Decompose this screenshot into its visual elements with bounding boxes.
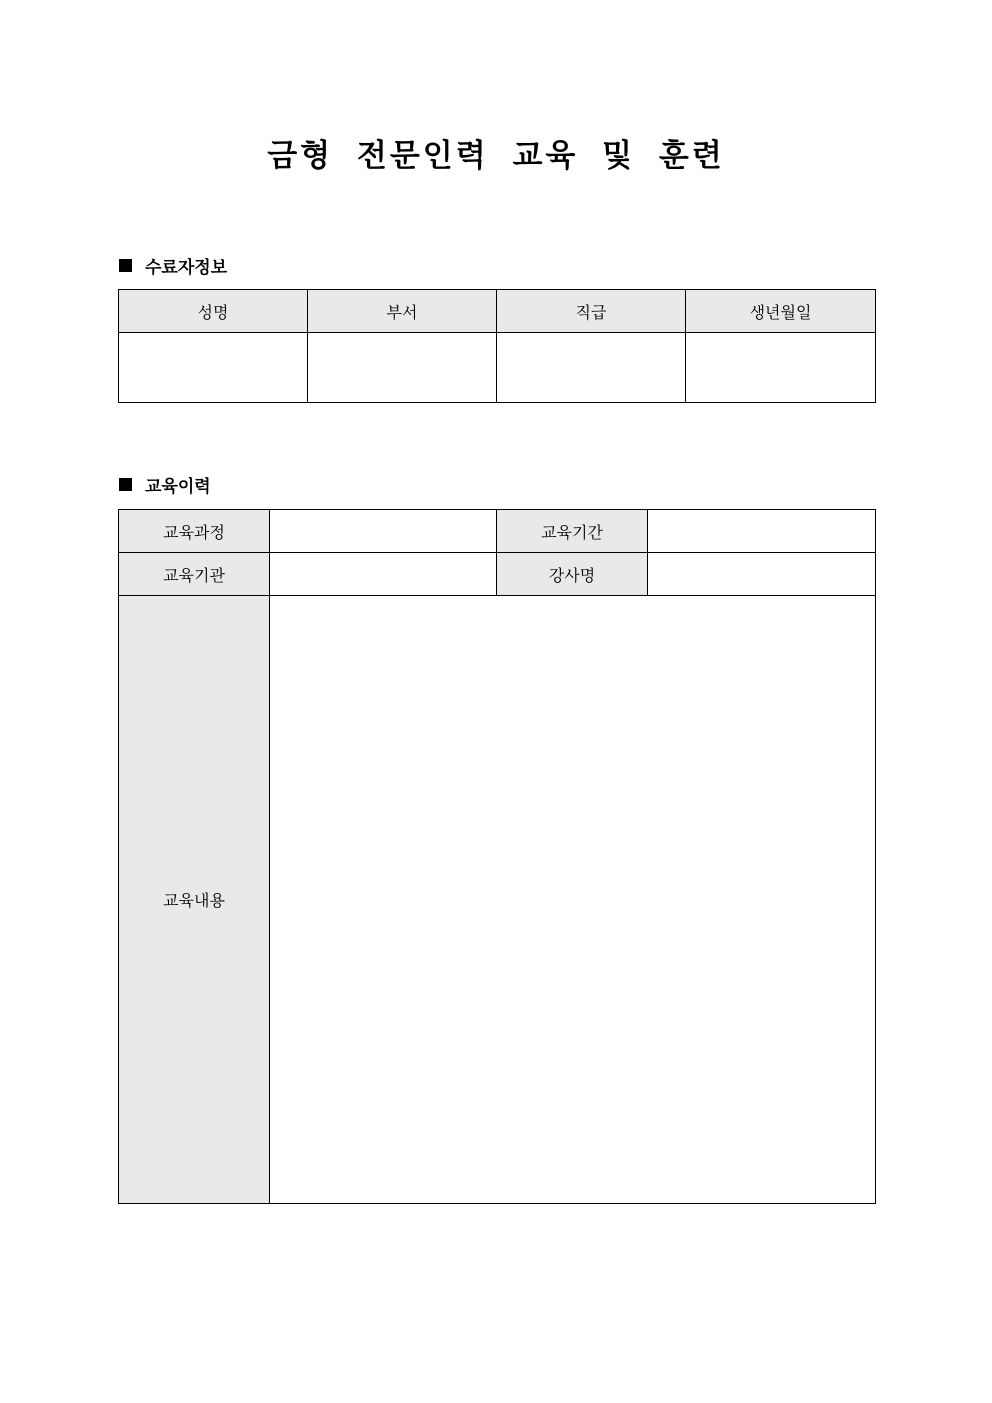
training-history-table: [118, 509, 876, 1204]
table-row: [119, 553, 876, 596]
content-label: 교육내용: [119, 596, 270, 1204]
content-field[interactable]: [270, 596, 876, 1204]
position-field[interactable]: [497, 333, 686, 403]
column-header-position: 직급: [497, 290, 686, 333]
department-field[interactable]: [308, 333, 497, 403]
trainee-info-table: [118, 289, 876, 403]
period-label: 교육기간: [497, 510, 648, 553]
black-square-icon: [119, 259, 132, 272]
table-row: [119, 333, 876, 403]
table-row: [119, 596, 876, 1204]
section-heading-label: 교육이력: [145, 476, 211, 497]
table-header-row: [119, 290, 876, 333]
section-heading-label: 수료자정보: [145, 257, 228, 278]
table-row: [119, 510, 876, 553]
institution-field[interactable]: [270, 553, 497, 596]
column-header-name: 성명: [119, 290, 308, 333]
column-header-department: 부서: [308, 290, 497, 333]
section-heading-training-history: [119, 472, 211, 496]
instructor-label: 강사명: [497, 553, 648, 596]
document-title: 금형 전문인력 교육 및 훈련: [267, 138, 725, 174]
birthdate-field[interactable]: [686, 333, 876, 403]
section-heading-trainee-info: [119, 253, 227, 277]
period-field[interactable]: [648, 510, 876, 553]
institution-label: 교육기관: [119, 553, 270, 596]
course-field[interactable]: [270, 510, 497, 553]
instructor-field[interactable]: [648, 553, 876, 596]
course-label: 교육과정: [119, 510, 270, 553]
black-square-icon: [119, 478, 132, 491]
column-header-birthdate: 생년월일: [686, 290, 876, 333]
name-field[interactable]: [119, 333, 308, 403]
